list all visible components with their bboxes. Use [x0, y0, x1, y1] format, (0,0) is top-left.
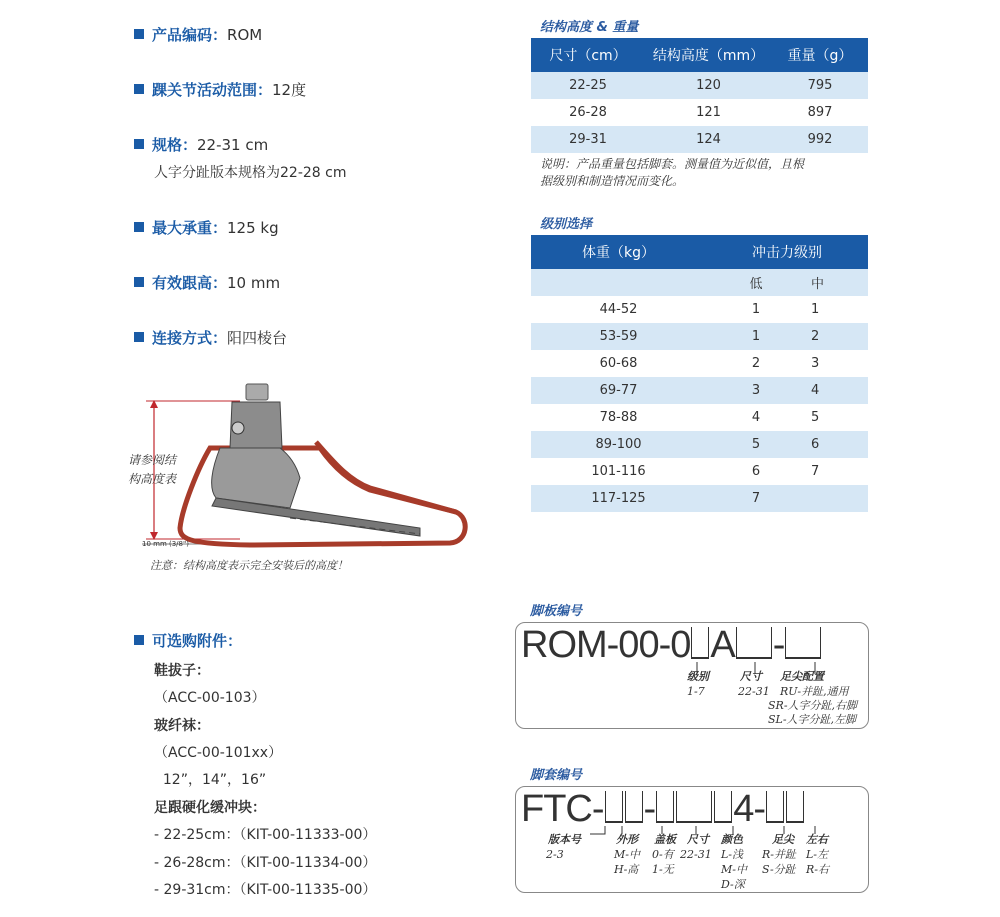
diagram-note: 注意：结构高度表示完全安装后的高度！ — [150, 559, 348, 572]
table-row: 60-68 2 3 — [599, 356, 820, 371]
table-row: 89-100 5 6 — [531, 431, 868, 458]
th-height: 结构高度（mm） — [645, 38, 772, 72]
foot-code-title: 脚板编号 — [530, 604, 583, 619]
level-table-title: 级别选择 — [540, 217, 593, 232]
spec-size: 规格：22-31 cm — [134, 134, 268, 155]
size-slot — [736, 627, 772, 659]
bullet-square-icon — [134, 332, 144, 342]
accessory-line: - 26-28cm：（KIT-00-11334-00） — [154, 855, 377, 871]
diagram-bottom-dim: 10 mm (3/8") — [142, 540, 189, 548]
cover-code: FTC- - 4- — [521, 788, 805, 831]
th-size: 尺寸（cm） — [531, 38, 645, 72]
bullet-square-icon — [134, 635, 144, 645]
accessory-line: （ACC-00-103） — [154, 690, 266, 706]
toe-slot — [785, 627, 821, 659]
th-weight: 重量（g） — [772, 38, 868, 72]
table-row: 69-77 3 4 — [531, 377, 868, 404]
bullet-square-icon — [134, 29, 144, 39]
table-row: 78-88 4 5 — [599, 410, 820, 425]
level-slot — [691, 627, 709, 659]
table-subheader-row: 低 中 — [531, 269, 868, 296]
spec-connection: 连接方式：阳四棱台 — [134, 327, 287, 348]
bullet-square-icon — [134, 139, 144, 149]
accessory-line: - 22-25cm：（KIT-00-11333-00） — [154, 827, 377, 843]
height-note-2: 据级别和制造情况而变化。 — [540, 174, 685, 188]
spec-product-code: 产品编码：ROM — [134, 24, 262, 45]
accessory-line: 鞋拔子： — [154, 663, 210, 679]
height-table-title: 结构高度 & 重量 — [540, 20, 639, 35]
th-body-weight: 体重（kg） — [531, 235, 706, 269]
table-row: 117-125 7 — [531, 485, 868, 512]
table-row: 22-25 120 795 — [531, 72, 868, 99]
cover-code-title: 脚套编号 — [530, 768, 583, 783]
accessory-line: 12”，14”，16” — [154, 772, 267, 788]
height-note-1: 说明：产品重量包括脚套。测量值为近似值，且根 — [540, 157, 805, 171]
bullet-square-icon — [134, 222, 144, 232]
spec-heel-height: 有效跟高：10 mm — [134, 272, 280, 293]
diagram-side-label-2: 构高度表 — [128, 472, 177, 486]
table-row: 101-116 6 7 — [591, 464, 820, 479]
accessories-title: 可选购附件： — [134, 630, 242, 651]
bullet-square-icon — [134, 277, 144, 287]
spec-size-note: 人字分趾版本规格为22-28 cm — [154, 165, 347, 181]
table-row: 44-52 1 1 — [599, 302, 820, 317]
diagram-side-label-1: 请参阅结 — [128, 453, 177, 467]
bullet-square-icon — [134, 84, 144, 94]
spec-ankle-range: 踝关节活动范围：12度 — [134, 79, 306, 100]
table-row: 26-28 121 897 — [569, 105, 833, 120]
accessory-line: 玻纤袜： — [154, 718, 210, 734]
spec-max-load: 最大承重：125 kg — [134, 217, 279, 238]
accessory-line: 足跟硬化缓冲块： — [154, 800, 266, 816]
foot-code: ROM-00-0 A - — [521, 624, 822, 667]
th-impact-level: 冲击力级别 — [706, 235, 868, 269]
foot-diagram — [120, 378, 480, 558]
table-row: 53-59 1 2 — [531, 323, 868, 350]
height-table — [531, 38, 868, 153]
accessory-line: （ACC-00-101xx） — [154, 745, 283, 761]
level-table — [531, 235, 868, 512]
accessory-line: - 29-31cm：（KIT-00-11335-00） — [154, 882, 377, 898]
table-row: 29-31 124 992 — [531, 126, 868, 153]
